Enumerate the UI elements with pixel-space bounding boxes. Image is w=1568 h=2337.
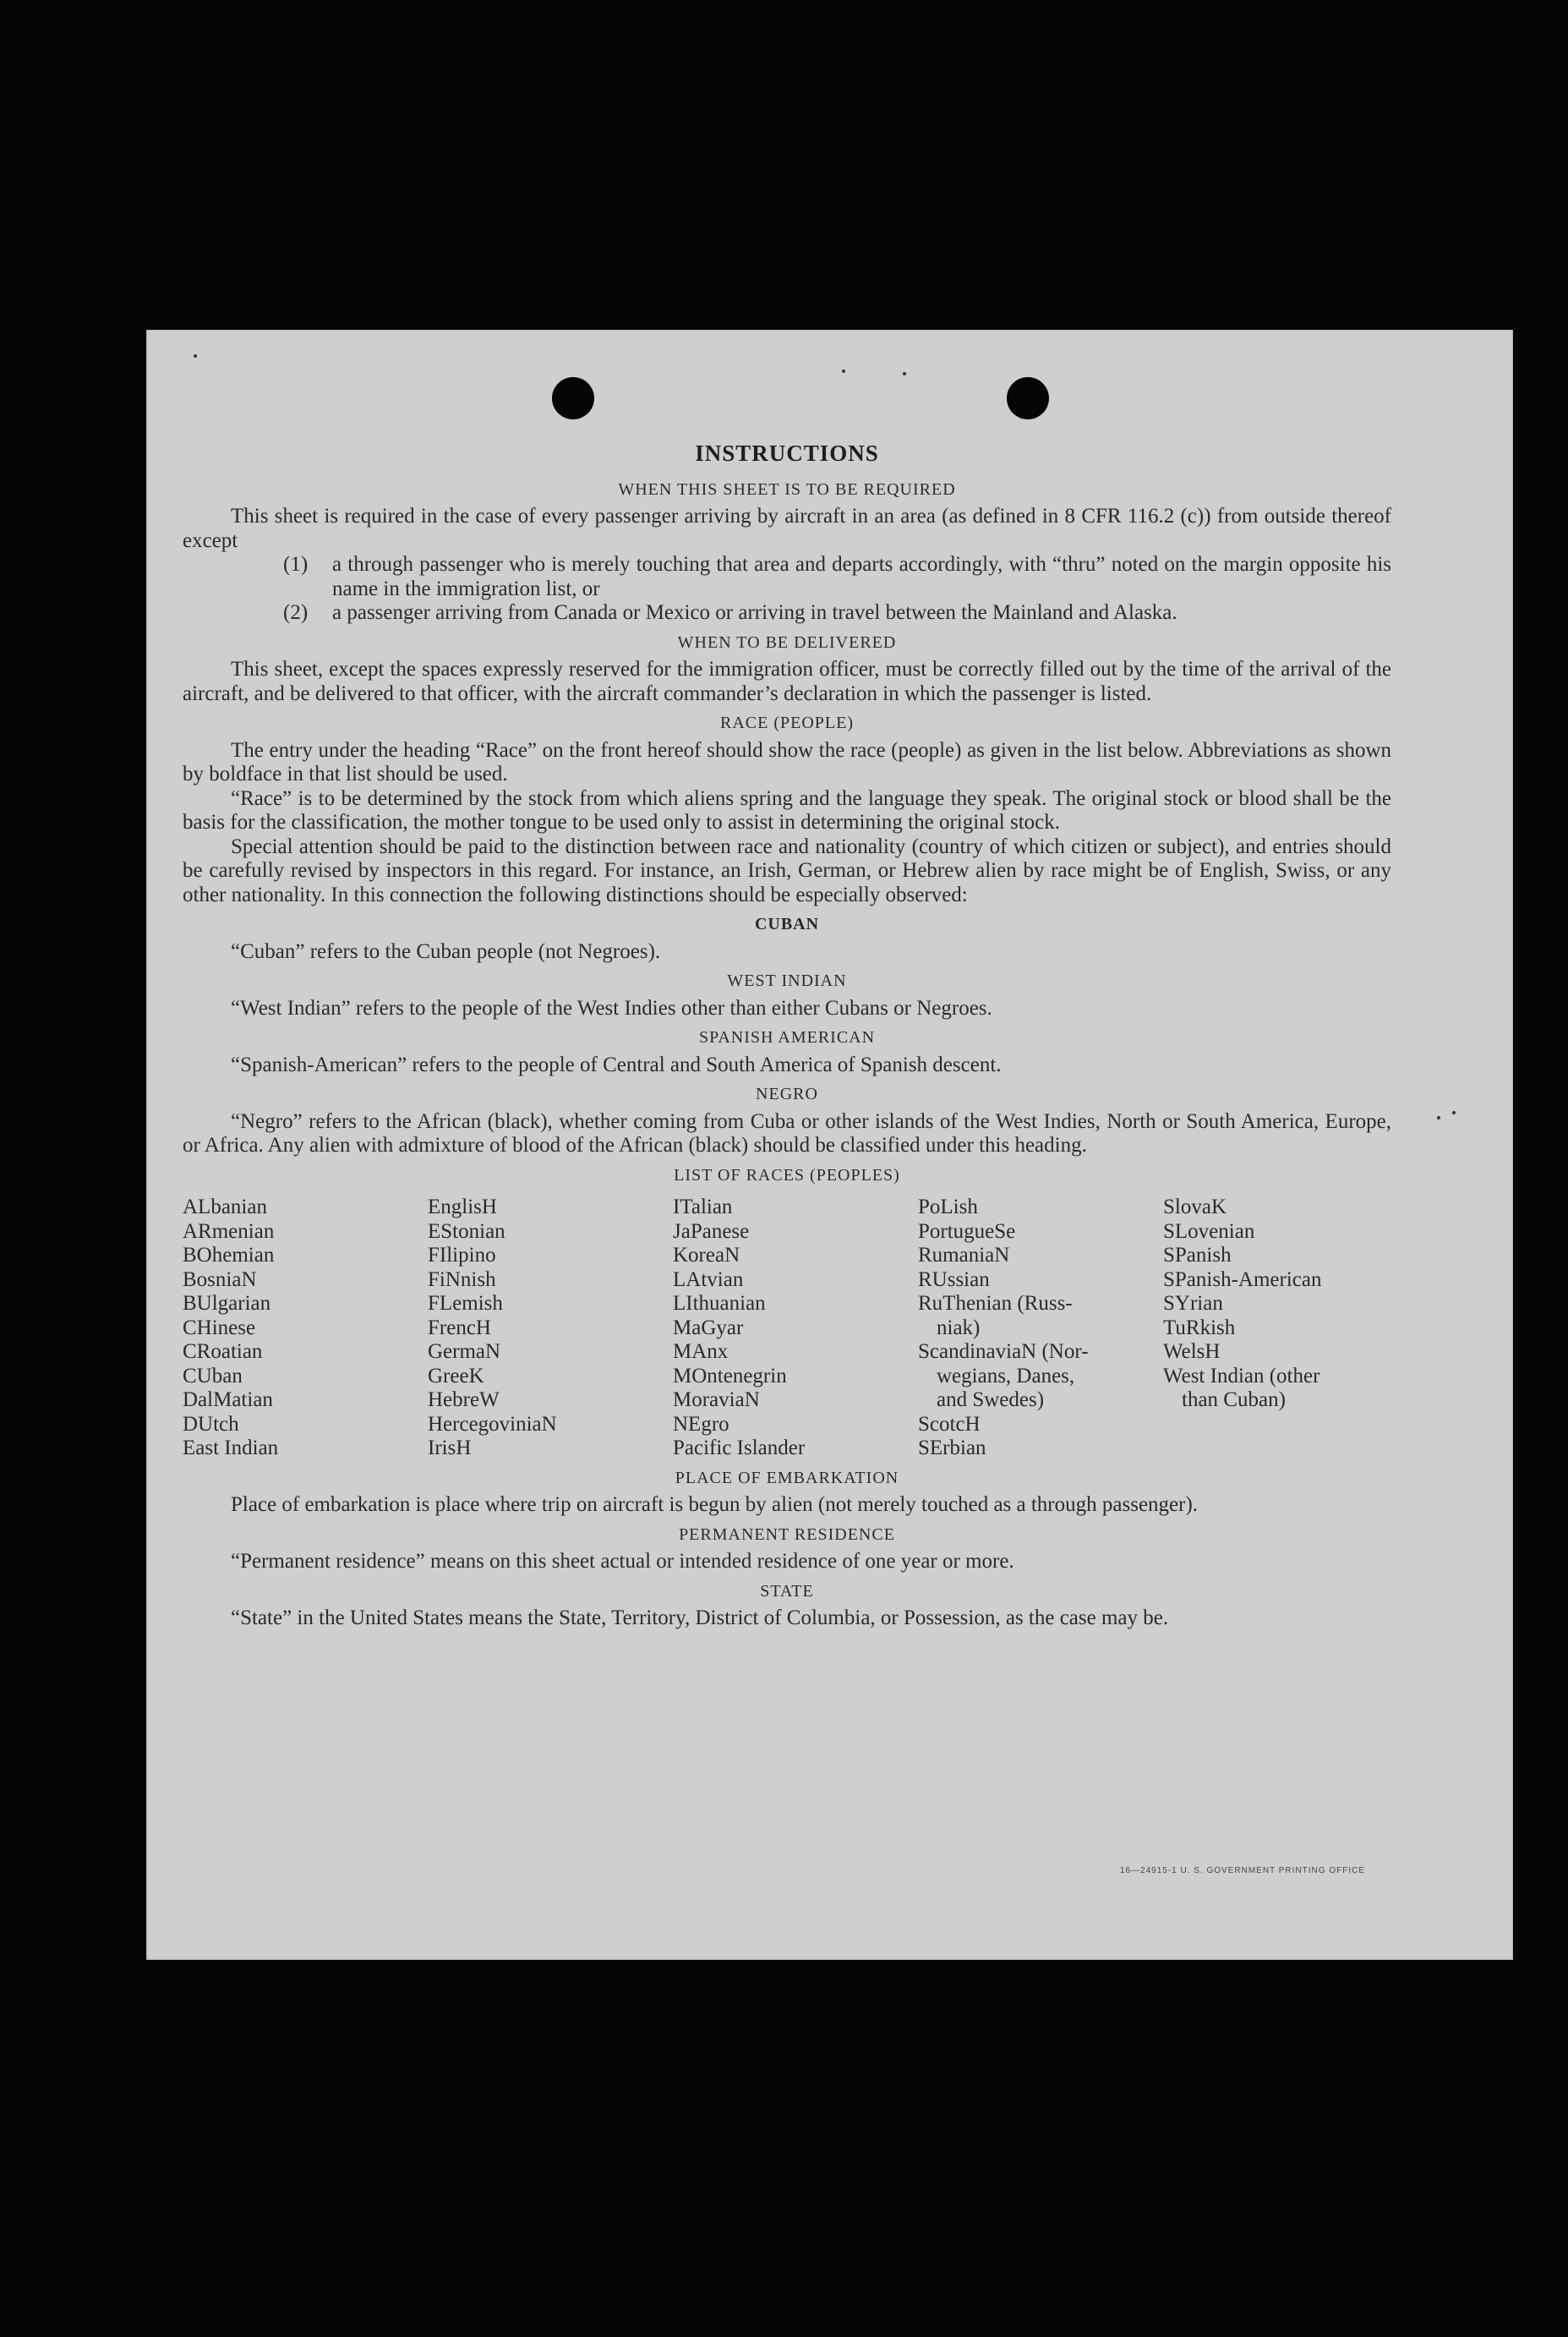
list-text: a through passenger who is merely touching that area and departs accordingly, with “thru” noted on the margin opposite his name in the immigration list, or	[332, 553, 1391, 600]
races-list	[183, 1196, 1391, 1461]
race-item: WelsH	[1163, 1340, 1221, 1363]
races-column	[428, 1196, 673, 1461]
race-item: RuThenian (Russ-	[918, 1292, 1073, 1315]
race-item: MAnx	[673, 1340, 729, 1363]
instructions-content	[183, 441, 1391, 1631]
race-item: FrencH	[428, 1316, 491, 1339]
race-item: ARmenian	[183, 1219, 275, 1243]
section-paragraph: This sheet is required in the case of every passenger arriving by aircraft in an area (as defined in 8 CFR 116.2 (c)) from outside thereof except	[183, 505, 1391, 552]
race-item: FiNnish	[428, 1267, 496, 1291]
race-item: CHinese	[183, 1316, 256, 1339]
section-paragraph: “State” in the United States means the State, Territory, District of Columbia, or Possession, as the case may be.	[231, 1606, 1169, 1629]
paper-speck	[903, 372, 906, 375]
section-paragraph: “Spanish-American” refers to the people of Central and South America of Spanish descent.	[231, 1053, 1002, 1076]
race-item: FIlipino	[428, 1244, 496, 1267]
section-paragraph: Special attention should be paid to the distinction between race and nationality (country of which citizen or subject), and entries should be carefully revised by inspectors in this regard. For instance, an Irish, German, or Hebrew alien by race might be of English, Swiss, or any other nationality. In this connection the following distinctions should be especially observed:	[183, 835, 1391, 906]
paper-speck	[842, 369, 845, 373]
section-paragraph: “Permanent residence” means on this sheet actual or intended residence of one year or more.	[231, 1550, 1014, 1573]
race-item: ALbanian	[183, 1196, 267, 1218]
section-paragraph: The entry under the heading “Race” on the front hereof should show the race (people) as given in the list below. Abbreviations as shown by boldface in that list should be used.	[183, 738, 1391, 785]
paper-speck	[194, 354, 197, 358]
section-heading: LIST OF RACES (PEOPLES)	[674, 1165, 900, 1185]
section-paragraph: “West Indian” refers to the people of the West Indies other than either Cubans or Negroes.	[231, 996, 992, 1020]
race-item: ITalian	[673, 1196, 733, 1218]
list-number: (1)	[283, 553, 309, 576]
section-heading: CUBAN	[754, 915, 820, 933]
race-item: LAtvian	[673, 1267, 744, 1291]
race-item: JaPanese	[673, 1219, 750, 1243]
race-item: MoraviaN	[673, 1388, 760, 1411]
race-item: GreeK	[428, 1364, 484, 1387]
race-item: RumaniaN	[918, 1244, 1010, 1267]
race-item: HercegoviniaN	[428, 1412, 557, 1436]
section-heading: NEGRO	[756, 1085, 818, 1103]
section-paragraph: “Negro” refers to the African (black), whether coming from Cuba or other islands of the West Indies, North or South America, Europe, or Africa. Any alien with admixture of blood of the African (black) should be classified under this heading.	[183, 1109, 1391, 1157]
race-item: DalMatian	[183, 1388, 273, 1411]
race-item: MOntenegrin	[673, 1364, 787, 1387]
race-item: HebreW	[428, 1388, 500, 1411]
race-item: ScotcH	[918, 1412, 981, 1436]
races-column	[918, 1196, 1163, 1461]
section-heading: WEST INDIAN	[727, 971, 847, 990]
race-item: SlovaK	[1163, 1196, 1227, 1218]
section-paragraph: Place of embarkation is place where trip on aircraft is begun by alien (not merely touched as a through passenger).	[231, 1493, 1199, 1516]
section-heading: SPANISH AMERICAN	[698, 1028, 876, 1047]
punch-hole-right	[1007, 377, 1049, 419]
race-item: West Indian (other	[1163, 1364, 1320, 1387]
race-item: and Swedes)	[937, 1388, 1045, 1411]
instruction-sheet	[146, 330, 1513, 1960]
race-item: FLemish	[428, 1292, 503, 1315]
section-heading: PERMANENT RESIDENCE	[679, 1524, 895, 1544]
race-item: PoLish	[918, 1196, 978, 1218]
list-item	[283, 553, 1391, 601]
section-heading: PLACE OF EMBARKATION	[675, 1468, 899, 1487]
races-column	[183, 1196, 428, 1461]
race-item: SPanish-American	[1163, 1267, 1322, 1291]
section-heading: WHEN TO BE DELIVERED	[677, 632, 897, 652]
race-item: BOhemian	[183, 1244, 275, 1267]
race-item: IrisH	[428, 1437, 472, 1459]
race-item: CRoatian	[183, 1340, 263, 1363]
section-paragraph: This sheet, except the spaces expressly reserved for the immigration officer, must be correctly filled out by the time of the arrival of the aircraft, and be delivered to that officer, with the aircraft commander’s declaration in which the passenger is listed.	[183, 658, 1391, 705]
race-item: TuRkish	[1163, 1316, 1236, 1339]
section-heading: WHEN THIS SHEET IS TO BE REQUIRED	[618, 479, 956, 499]
race-item: niak)	[937, 1316, 981, 1339]
race-item: MaGyar	[673, 1316, 744, 1339]
list-item	[283, 601, 1391, 626]
page-title: INSTRUCTIONS	[695, 441, 879, 466]
section-heading: STATE	[760, 1581, 814, 1601]
race-item: BUlgarian	[183, 1292, 271, 1315]
race-item: DUtch	[183, 1412, 239, 1436]
race-item: wegians, Danes,	[937, 1364, 1075, 1387]
race-item: Pacific Islander	[673, 1437, 806, 1459]
section-paragraph: “Cuban” refers to the Cuban people (not Negroes).	[231, 939, 661, 963]
section-paragraph: “Race” is to be determined by the stock from which aliens spring and the language they speak. The original stock or blood shall be the basis for the classification, the mother tongue to be used only to assist in determining the original stock.	[183, 786, 1391, 834]
race-item: LIthuanian	[673, 1292, 766, 1315]
punch-hole-left	[552, 377, 594, 419]
list-text: a passenger arriving from Canada or Mexico or arriving in travel between the Mainland and Alaska.	[332, 601, 1177, 624]
race-item: BosniaN	[183, 1267, 257, 1291]
race-item: SPanish	[1163, 1244, 1232, 1267]
race-item: RUssian	[918, 1267, 990, 1291]
background-speck	[1452, 1111, 1456, 1114]
race-item: EnglisH	[428, 1196, 497, 1218]
printing-office-code: 16—24915-1 U. S. GOVERNMENT PRINTING OFFICE	[1119, 1866, 1365, 1875]
race-item: GermaN	[428, 1340, 501, 1363]
race-item: than Cuban)	[1182, 1388, 1286, 1411]
race-item: EStonian	[428, 1219, 505, 1243]
race-item: ScandinaviaN (Nor-	[918, 1340, 1089, 1363]
race-item: SErbian	[918, 1437, 986, 1459]
race-item: CUban	[183, 1364, 243, 1387]
background-speck	[1437, 1116, 1440, 1119]
race-item: SYrian	[1163, 1292, 1223, 1315]
race-item: SLovenian	[1163, 1219, 1255, 1243]
section-heading: RACE (PEOPLE)	[720, 714, 854, 732]
list-number: (2)	[283, 601, 309, 624]
races-column	[1163, 1196, 1391, 1461]
races-column	[673, 1196, 918, 1461]
race-item: East Indian	[183, 1437, 279, 1459]
race-item: PortugueSe	[918, 1219, 1016, 1243]
race-item: KoreaN	[673, 1244, 740, 1267]
race-item: NEgro	[673, 1412, 729, 1436]
